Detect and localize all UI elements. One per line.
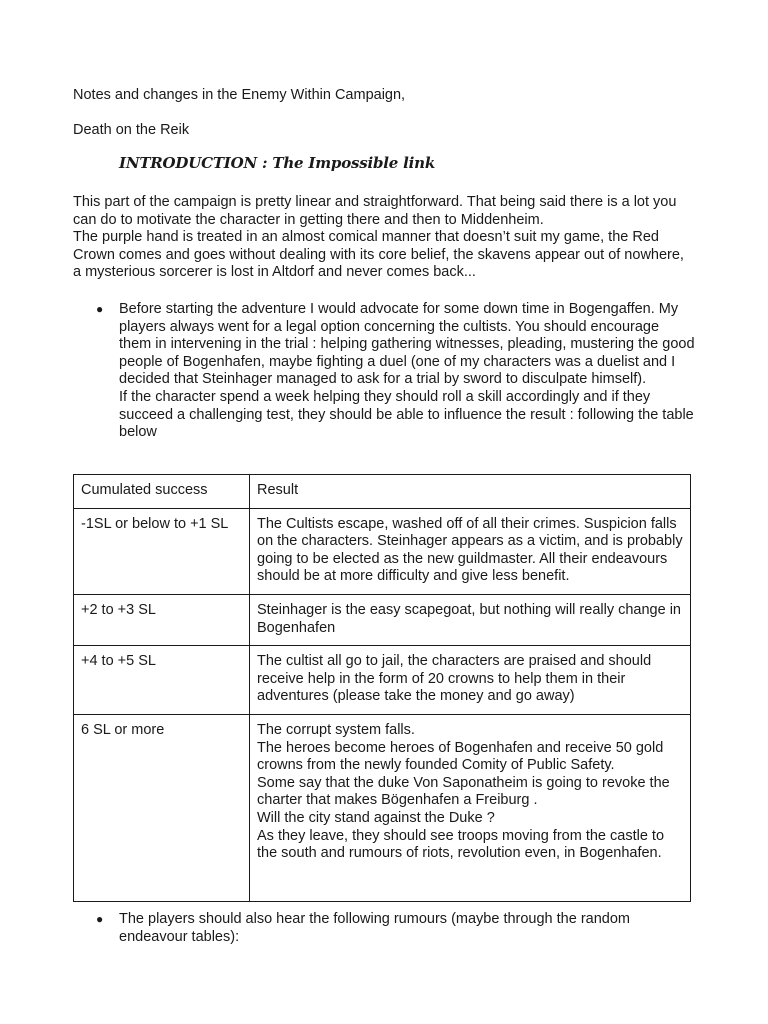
intro-text <box>73 194 695 282</box>
intro-paragraph: The purple hand is treated in an almost comical manner that doesn’t suit my game, the Red Crown comes and goes without dealing with its core belief, the skavens appear out of nowhere, a mysterious sorcerer is lost in Altdorf and never comes back... <box>73 229 684 281</box>
document-title: Notes and changes in the Enemy Within Campaign, <box>73 87 406 103</box>
result-line: As they leave, they should see troops moving from the castle to the south and rumours of riots, revolution even, in Bogenhafen. <box>257 827 665 862</box>
table-row <box>74 646 691 715</box>
bullet-paragraph: Before starting the adventure I would advocate for some down time in Bogengaffen. My players always went for a legal option concerning the cultists. You should encourage them in intervening in the trial : helping gathering witnesses, pleading, mustering the good people of Bogenhafen, maybe fighting a duel (one of my characters was a duelist and I decided that Steinhager managed to ask for a trial by sword to disculpate himself). <box>119 301 695 388</box>
table-row <box>74 594 691 645</box>
document-subtitle: Death on the Reik <box>73 122 190 138</box>
bullet-marker: ● <box>96 302 104 316</box>
result-line: The cultist all go to jail, the characters are praised and should receive help in the form of 20 crowns to help them in their adventures (please take the money and go away) <box>257 653 652 705</box>
bullet-paragraph: If the character spend a week helping they should roll a skill accordingly and if they succeed a challenging test, they should be able to influence the result : following the table below <box>119 388 694 441</box>
result-line: The Cultists escape, washed off of all their crimes. Suspicion falls on the characters. Steinhager appears as a victim, and is probably going to be elected as the new guildmaster. All their endeavours should be at more difficulty and give less benefit. <box>257 515 683 585</box>
success-results-table <box>73 474 691 902</box>
table-cell-range: +4 to +5 SL <box>74 646 250 715</box>
section-heading: INTRODUCTION : The Impossible link <box>119 154 436 172</box>
bullet-marker: ● <box>96 912 104 926</box>
bullet-item <box>73 301 695 442</box>
result-line: The corrupt system falls. <box>257 721 415 738</box>
intro-paragraph: This part of the campaign is pretty linear and straightforward. That being said there is a lot you can do to motivate the character in getting there and then to Middenheim. <box>73 194 677 228</box>
table-cell-result <box>250 594 691 645</box>
table-cell-result <box>250 646 691 715</box>
table-header-cell: Cumulated success <box>74 475 250 509</box>
table-cell-result <box>250 714 691 901</box>
table-header-cell: Result <box>250 475 691 509</box>
table-row <box>74 508 691 594</box>
table-cell-result <box>250 508 691 594</box>
bullet-item <box>73 911 695 946</box>
result-line: Will the city stand against the Duke ? <box>257 809 495 826</box>
result-line: The heroes become heroes of Bogenhafen and receive 50 gold crowns from the newly founded Comity of Public Safety. <box>257 739 664 774</box>
table-cell-range: +2 to +3 SL <box>74 594 250 645</box>
table-header-row <box>74 475 691 509</box>
bullet-text <box>119 301 695 442</box>
result-line: Steinhager is the easy scapegoat, but nothing will really change in Bogenhafen <box>257 601 681 636</box>
table-row <box>74 714 691 901</box>
bullet-text: The players should also hear the following rumours (maybe through the random endeavour tables): <box>119 911 630 945</box>
table-cell-range: 6 SL or more <box>74 714 250 901</box>
result-line: Some say that the duke Von Saponatheim is going to revoke the charter that makes Bögenhafen a Freiburg . <box>257 774 670 809</box>
table-cell-range: -1SL or below to +1 SL <box>74 508 250 594</box>
